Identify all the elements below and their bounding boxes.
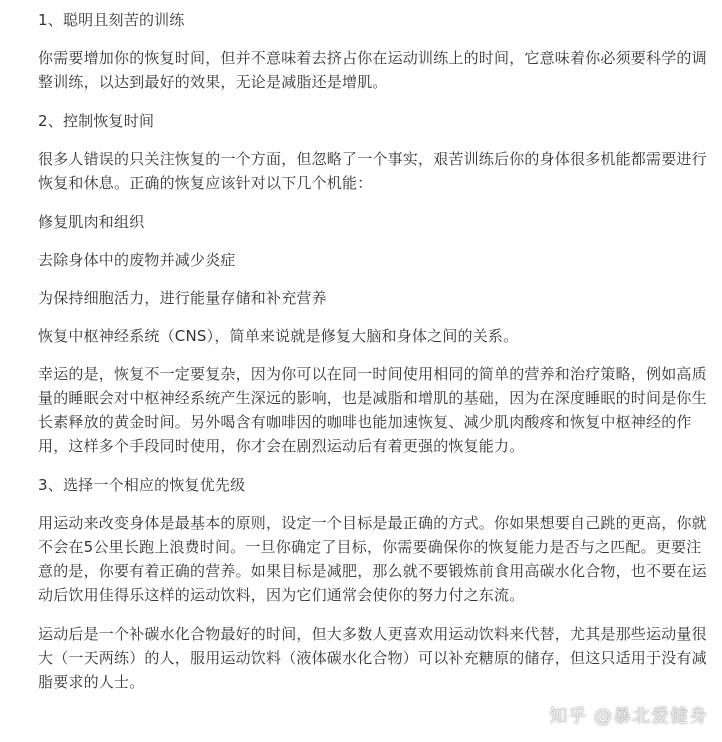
list-item-waste: 去除身体中的废物并减少炎症	[38, 251, 236, 269]
watermark: 知乎 @暴北爱健身	[549, 706, 708, 727]
paragraph-2: 很多人错误的只关注恢复的一个方面，但忽略了一个事实，艰苦训练后你的身体很多机能都需要进行恢复和休息。正确的恢复应该针对以下几个机能：	[38, 150, 707, 192]
list-item-energy: 为保持细胞活力，进行能量存储和补充营养	[38, 289, 327, 307]
section-heading-3: 3、选择一个相应的恢复优先级	[38, 476, 246, 494]
list-item-repair: 修复肌肉和组织	[38, 213, 145, 231]
paragraph-3: 幸运的是，恢复不一定要复杂，因为你可以在同一时间使用相同的简单的营养和治疗策略，例如高质量的睡眠会对中枢神经系统产生深远的影响，也是减脂和增肌的基础，因为在深度睡眠的时间是你生长素释放的黄金时间。另外喝含有咖啡因的咖啡也能加速恢复、减少肌肉酸疼和恢复中枢神经的作用，这样多个手段同时使用，你才会在剧烈运动后有着更强的恢复能力。	[38, 365, 707, 455]
paragraph-4: 用运动来改变身体是最基本的原则，设定一个目标是最正确的方式。你如果想要自己跳的更高，你就不会在5公里长跑上浪费时间。一旦你确定了目标，你需要确保你的恢复能力是否与之匹配。更要注意的是，你要有着正确的营养。如果目标是减肥，那么就不要锻炼前食用高碳水化合物，也不要在运动后饮用佳得乐这样的运动饮料，因为它们通常会使你的努力付之东流。	[38, 514, 707, 604]
paragraph-1: 你需要增加你的恢复时间，但并不意味着去挤占你在运动训练上的时间，它意味着你必须要科学的调整训练，以达到最好的效果，无论是减脂还是增肌。	[38, 49, 707, 91]
section-heading-2: 2、控制恢复时间	[38, 112, 155, 130]
article-body	[38, 8, 710, 709]
paragraph-5: 运动后是一个补碳水化合物最好的时间，但大多数人更喜欢用运动饮料来代替，尤其是那些运动量很大（一天两练）的人，服用运动饮料（液体碳水化合物）可以补充糖原的储存，但这只适用于没有减脂要求的人士。	[38, 625, 707, 691]
section-heading-1: 1、聪明且刻苦的训练	[38, 11, 185, 29]
list-item-cns: 恢复中枢神经系统（CNS），简单来说就是修复大脑和身体之间的关系。	[38, 327, 519, 345]
